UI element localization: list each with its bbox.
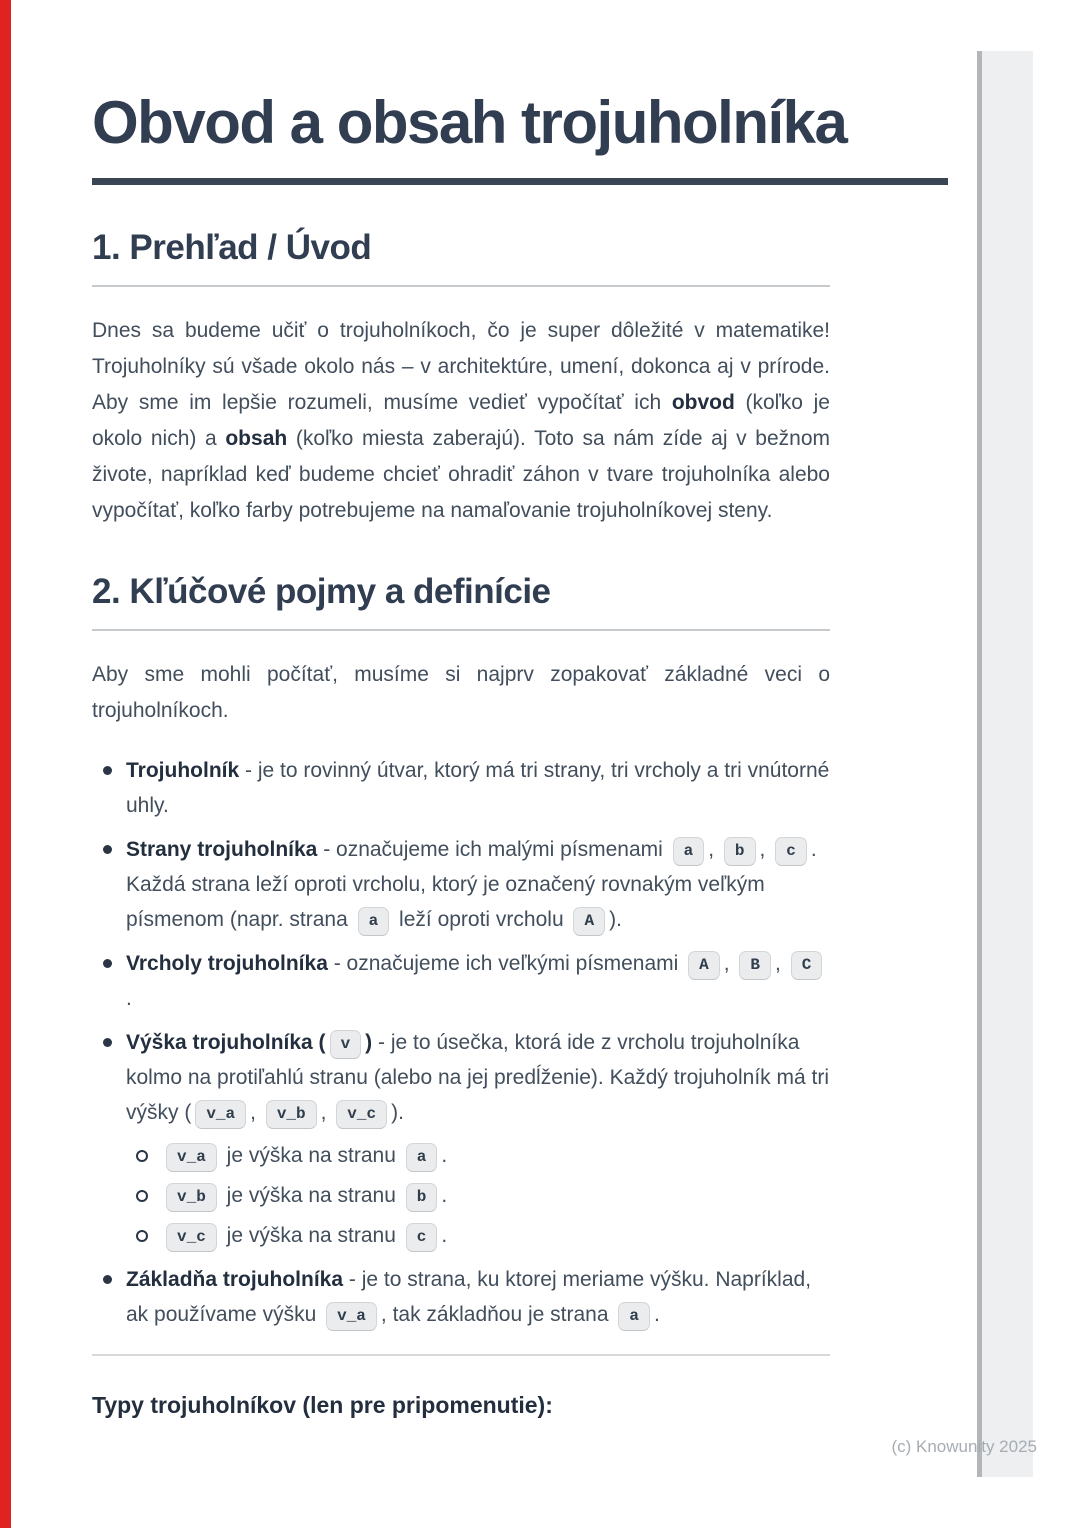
code-badge: v_c (336, 1100, 387, 1129)
text-run: . (441, 1144, 448, 1167)
text-run: - je to úsečka, ktorá ide z vrcholu trojuholníka kolmo na protiľahlú stranu (alebo na jej predĺženie). Každý trojuholník má tri výšky ( (126, 1031, 829, 1124)
text-run: leží oproti vrcholu (393, 908, 570, 931)
text-run: (koľko miesta zaberajú). Toto sa nám zíde aj v bežnom živote, napríklad keď budeme chcieť ohradiť záhon v tvare trojuholníka alebo vypočítať, koľko farby potrebujeme na namaľovanie trojuholníkovej steny. (92, 427, 830, 522)
code-badge: C (791, 951, 823, 980)
height-sub-list (126, 1138, 830, 1253)
code-badge: v_b (266, 1100, 317, 1129)
bold-term: Strany trojuholníka (126, 838, 318, 861)
text-run: Aby sme mohli počítať, musíme si najprv zopakovať základné veci o trojuholníkoch. (92, 663, 830, 722)
key-terms-paragraph (92, 657, 830, 729)
code-badge: v_a (166, 1143, 217, 1172)
text-run: , (320, 1101, 333, 1124)
title-rule (92, 178, 948, 185)
code-badge: a (358, 907, 390, 936)
text-run: je výška na stranu (220, 1224, 402, 1247)
list-item-sides (126, 832, 830, 937)
section-rule (92, 629, 830, 631)
text-run: . (441, 1224, 448, 1247)
note-heading: Typy trojuholníkov (len pre pripomenutie): (92, 1392, 553, 1418)
list-item-triangle (126, 753, 830, 823)
document-page (92, 0, 847, 1419)
text-run: , (250, 1101, 262, 1124)
bold-term: Výška trojuholníka ( (126, 1031, 326, 1054)
list-item-height-text (126, 1031, 829, 1124)
bold-term: Základňa trojuholníka (126, 1268, 344, 1291)
bold-term: Trojuholník (126, 759, 240, 782)
text-run: - označujeme ich veľkými písmenami (327, 952, 685, 975)
text-run: , tak základňou je strana (380, 1303, 615, 1326)
list-item-vertices (126, 946, 830, 1016)
text-run: - je to rovinný útvar, ktorý má tri strany, tri vrcholy a tri vnútorné uhly. (126, 759, 830, 817)
code-badge: a (406, 1143, 438, 1172)
code-badge: c (775, 837, 807, 866)
page-title: Obvod a obsah trojuholníka (92, 89, 847, 156)
code-badge: v_a (195, 1100, 246, 1129)
footer-credit: (c) Knowunity 2025 (891, 1437, 1037, 1456)
text-run: . (654, 1303, 660, 1326)
sub-list-item-va (162, 1138, 830, 1173)
text-run: , (708, 838, 720, 861)
bold-term: ) (365, 1031, 373, 1054)
text-run: ). (391, 1101, 404, 1124)
code-badge: B (739, 951, 771, 980)
code-badge: b (724, 837, 756, 866)
code-badge: c (406, 1223, 438, 1252)
scrollbar-track[interactable] (977, 51, 1033, 1477)
text-run: , (723, 952, 736, 975)
section-divider (92, 1354, 830, 1356)
code-badge: v_c (166, 1223, 217, 1252)
code-badge: A (688, 951, 720, 980)
code-badge: a (673, 837, 705, 866)
terms-list (92, 753, 830, 1332)
section-heading-key-terms: 2. Kľúčové pojmy a definície (92, 572, 551, 611)
code-badge: A (573, 907, 605, 936)
list-item-height (126, 1025, 830, 1253)
text-run: . (126, 987, 132, 1010)
text-run: je výška na stranu (220, 1184, 402, 1207)
list-item-base (126, 1262, 830, 1332)
bold-term: obvod (671, 391, 735, 414)
text-run: - je to strana, ku ktorej meriame výšku. Napríklad, ak používame výšku (126, 1268, 812, 1326)
text-run: , (759, 838, 772, 861)
section-rule (92, 285, 830, 287)
sub-list-item-vc (162, 1218, 830, 1253)
text-run: , (775, 952, 787, 975)
bold-term: Vrcholy trojuholníka (126, 952, 328, 975)
code-badge: v (330, 1030, 362, 1059)
code-badge: v_b (166, 1183, 217, 1212)
text-run: . Každá strana leží oproti vrcholu, ktorý je označený rovnakým veľkým písmenom (napr. strana (126, 838, 817, 931)
text-run: (koľko je okolo nich) a (92, 391, 830, 450)
code-badge: a (618, 1302, 650, 1331)
code-badge: v_a (326, 1302, 377, 1331)
text-run: ). (609, 908, 622, 931)
sub-list-item-vb (162, 1178, 830, 1213)
section-heading-overview: 1. Prehľad / Úvod (92, 228, 372, 267)
code-badge: b (406, 1183, 438, 1212)
text-run: . (441, 1184, 448, 1207)
bold-term: obsah (225, 427, 288, 450)
text-run: je výška na stranu (220, 1144, 402, 1167)
text-run: Dnes sa budeme učiť o trojuholníkoch, čo je super dôležité v matematike! Trojuholníky sú všade okolo nás – v architektúre, umení, dokonca aj v prírode. Aby sme im lepšie rozumeli, musíme vedieť vypočítať ich (92, 319, 830, 414)
text-run: - označujeme ich malými písmenami (317, 838, 669, 861)
intro-paragraph (92, 313, 830, 529)
page-accent-edge (0, 0, 11, 1528)
